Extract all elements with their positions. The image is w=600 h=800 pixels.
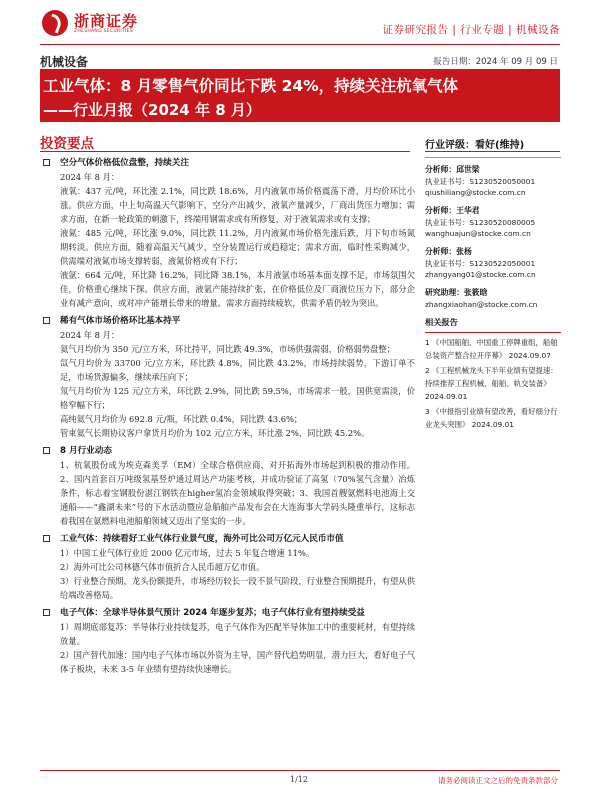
analyst-name: 分析师：王华君 [425,206,480,215]
footer-divider [40,770,560,771]
company-logo [42,10,138,36]
main-content [40,156,415,676]
paragraph: 2024 年 8 月： [60,172,120,182]
analyst-name: 分析师：张杨 [425,247,472,256]
report-title: 工业气体：8 月零售气价同比下跌 24%，持续关注杭氧气体 [43,77,459,95]
report-categories: 证券研究报告 | 行业专题 | 机械设备 [382,24,560,36]
bullet-heading: 电子气体：全球半导体景气预计 2024 年逐步复苏；电子气体行业有望持续受益 [40,606,415,620]
square-bullet-icon [43,159,50,166]
paragraph: 氙气月均价为 33700 元/立方米，环比跌 4.8%，同比跌 43.2%，市场持续弱势，下游订单不足，市场货源偏多，继续承压向下； [60,358,415,382]
report-subtitle: ——行业月报（2024 年 8 月） [43,101,261,119]
header-divider [40,44,560,45]
analyst-cert: 执业证书号：S1230522050001 [425,259,536,268]
paragraph: 液氮：485 元/吨，环比涨 9.0%，同比跌 11.2%，月内液氮市场价格先涨后跌，月下旬市场氮期转淡。供应方面，随着高温天气减少，空分装置运行或趋稳定；需求方面，临时性采购减少，供需端对液氮市场支撑转弱，液氮价格或有下行； [60,228,415,266]
block-rare-gas [40,314,415,440]
related-reports-title: 相关报告 [425,317,458,327]
paragraph: 氖气月均价为 125 元/立方米，环比跌 2.9%，同比跌 59.5%，市场需求一般，国供宽需淡，价格窄幅下行； [60,386,415,410]
bullet-heading: 稀有气体市场价格环比基本持平 [40,314,415,328]
analyst-email[interactable]: qiushiliang@stocke.com.cn [425,188,526,197]
paragraph: 2）国产替代加速：国内电子气体市场以外资为主导，国产替代趋势明显，潜力巨大，看好电子气体子板块，未来 3-5 年业绩有望持续快速增长。 [60,650,415,674]
paragraph: 高纯氦气月均价为 692.8 元/瓶，环比跌 0.4%，同比跌 43.6%； [60,414,303,424]
paragraph: 液氧：437 元/吨，环比涨 2.1%，同比跌 18.6%，月内液氧市场价格震荡下滑，月均价环比小涨。供应方面，中上旬高温天气影响下，空分产出减少，液氧产量减少，厂商出货压力增加；需求方面，在新一轮政策的刺激下，终端用钢需求或有所修复，对于液氧需求或有支撑； [60,186,415,224]
sector-label: 机械设备 [40,55,89,69]
bullet-heading: 空分气体价格低位盘整，持续关注 [40,156,415,170]
sidebar [425,136,561,431]
report-date: 报告日期：2024 年 09 月 09 日 [433,57,558,67]
paragraph: 3）行业整合预期，龙头份额提升，市场经历较长一段不景气阶段，行业整合预期提升，有望从供给端改善格局。 [60,576,415,600]
paragraph: 1）周期底部复苏：半导体行业持续复苏，电子气体作为匹配半导体加工中的重要耗材，有望持续放量。 [60,622,415,646]
paragraph: 2024 年 8 月： [60,330,120,340]
industry-rating: 行业评级：看好(维持) [425,140,525,151]
related-report-item[interactable]: 2 《工程机械龙头下半年业绩有望提速：持续推荐工程机械、船舶、轨交装备》 2024.09.01 [425,366,558,401]
disclaimer-note: 请务必阅读正文之后的免责条款部分 [438,776,558,785]
logo-mark-icon [42,10,68,36]
square-bullet-icon [43,317,50,324]
section-divider [40,151,410,152]
analyst-cert: 执业证书号：S1230520050001 [425,177,536,186]
assistant-email[interactable]: zhangxiaohan@stocke.com.cn [425,300,538,309]
analyst-card [425,164,561,198]
analyst-card [425,287,561,310]
analyst-email[interactable]: zhangyang01@stocke.com.cn [425,270,536,279]
paragraph: 液氩：664 元/吨，环比降 16.2%，同比降 38.1%，本月液氩市场基本面支撑不足，市场氛围欠佳，价格重心继续下探。供应方面，液氩产能持续扩张，在价格低位及厂商液位压力下，部分企业有减产意向，或对冲产能增长带来的增量。需求方面持续疲软，供需矛盾仍较为突出。 [60,270,415,308]
logo-name-cn: 浙商证券 [74,11,139,30]
analyst-email[interactable]: wanghuajun@stocke.com.cn [425,229,531,238]
sidebar-rule [425,157,561,158]
analyst-card [425,205,561,239]
paragraph: 1、杭氧股份成为埃克森美孚（EM）全球合格供应商，对开拓海外市场起到积极的推动作用。2、国内首套百万吨级氢基竖炉通过周达产功能考核，并成功验证了高氢（70%氢气含量）冶炼条件，标志着宝钢股份湛江钢铁在higher氢冶金领域取得突破；3、我国首艘氨燃料电池海上交通船——“鑫湖未来”号的下水活动暨应急船舶产品发布会在大连海事大学码头隆重举行，这标志着我国在氨燃料电池船舶领域又迈出了坚实的一步。 [60,460,415,526]
related-report-item[interactable]: 1 《中国船舶、中国重工停牌重组，船舶总装资产整合拉开序幕》 2024.09.07 [425,338,558,360]
square-bullet-icon [43,609,50,616]
square-bullet-icon [43,447,50,454]
block-industrial-gas [40,532,415,602]
paragraph: 氦气月均价为 350 元/立方米，环比持平，同比跌 49.3%，市场供强需弱，价格弱势盘整； [60,344,395,354]
analyst-name: 分析师：邱世梁 [425,165,480,174]
page-number: 1/12 [290,775,308,784]
paragraph: 管束氦气长期协议客户拿货月均价为 102 元/立方米，环比涨 2%，同比跌 45.2%。 [60,428,370,438]
section-title: 投资要点 [40,136,94,152]
paragraph: 2）海外可比公司林德气体市值折合人民币超万亿市值。 [60,562,265,572]
block-air-gas [40,156,415,310]
related-divider [425,332,561,333]
analyst-card [425,246,561,280]
assistant-name: 研究助理：张筱晗 [425,288,488,297]
bullet-heading: 工业气体：持续看好工业气体行业景气度，海外可比公司万亿元人民币市值 [40,532,415,546]
square-bullet-icon [43,535,50,542]
paragraph: 1）中国工业气体行业近 2000 亿元市场，过去 5 年复合增速 11%。 [60,548,315,558]
related-report-item[interactable]: 3 《中报指引业绩有望改善，看好细分行业龙头突围》 2024.09.01 [425,407,558,429]
logo-name-en: ZHESHANG SECURITIES [74,28,133,34]
block-electronic-gas [40,606,415,676]
bullet-heading: 8 月行业动态 [40,444,415,458]
block-industry-news [40,444,415,528]
analyst-cert: 执业证书号：S1230520080005 [425,218,536,227]
